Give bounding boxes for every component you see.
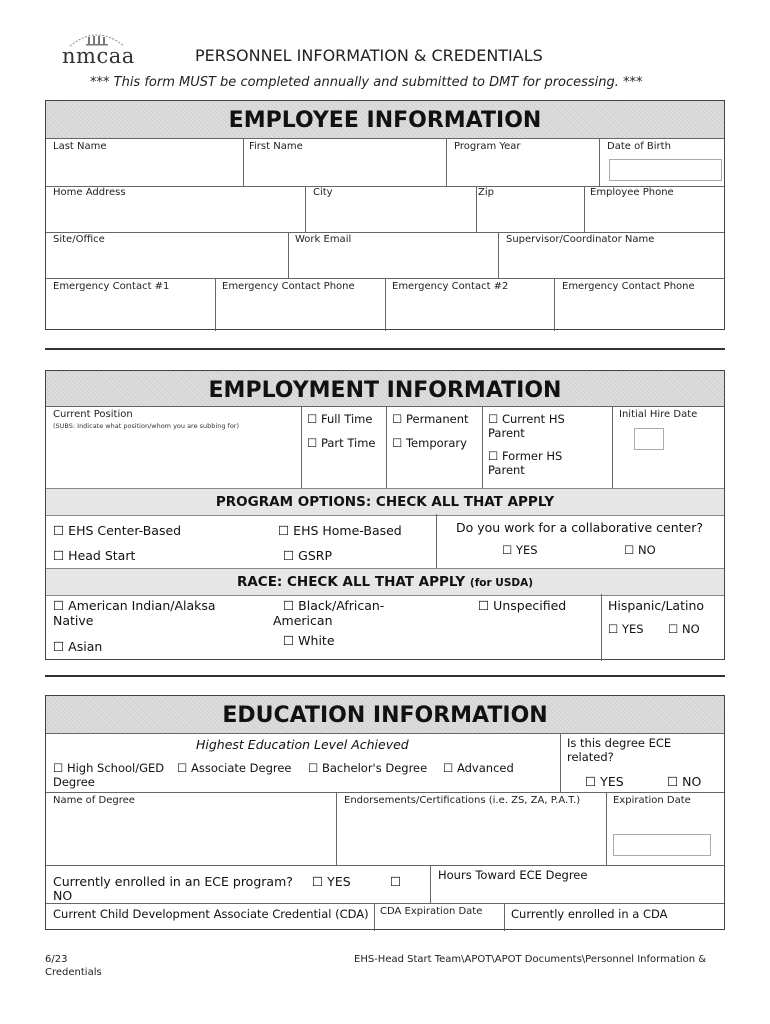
head-start-checkbox[interactable]: ☐ Head Start	[53, 548, 136, 563]
city-label: City	[313, 187, 333, 198]
white-checkbox[interactable]: ☐ White	[283, 633, 335, 648]
initial-hire-date-label: Initial Hire Date	[619, 409, 698, 420]
enrolled-ece-question: Currently enrolled in an ECE program?	[53, 874, 293, 889]
part-time-checkbox[interactable]: ☐ Part Time	[307, 436, 376, 450]
dob-input[interactable]	[609, 159, 722, 181]
employee-phone-label: Employee Phone	[590, 187, 674, 198]
cda-expiration-label: CDA Expiration Date	[380, 906, 483, 917]
collaborative-yes-checkbox[interactable]: ☐ YES	[502, 543, 538, 557]
ehs-center-based-checkbox[interactable]: ☐ EHS Center-Based	[53, 523, 182, 538]
education-heading: EDUCATION INFORMATION	[46, 696, 724, 734]
supervisor-label: Supervisor/Coordinator Name	[506, 234, 655, 245]
education-section	[45, 695, 725, 930]
black-african-american-checkbox[interactable]: ☐ Black/African-American	[273, 598, 385, 628]
high-school-checkbox[interactable]: ☐ High School/GED Degree	[53, 761, 165, 789]
zip-label: Zip	[478, 187, 494, 198]
enrolled-ece-no-label: NO	[53, 888, 73, 903]
page-title: PERSONNEL INFORMATION & CREDENTIALS	[195, 46, 543, 65]
ehs-home-based-checkbox[interactable]: ☐ EHS Home-Based	[278, 523, 402, 538]
cda-enrolled-label: Currently enrolled in a CDA	[511, 907, 668, 921]
current-hs-parent-checkbox[interactable]: ☐ Current HS Parent	[488, 412, 565, 440]
race-heading	[46, 568, 724, 596]
last-name-label: Last Name	[53, 141, 107, 152]
emergency-contact-1-label: Emergency Contact #1	[53, 281, 170, 292]
dob-label: Date of Birth	[607, 141, 671, 152]
employee-section	[45, 100, 725, 330]
section-divider	[45, 348, 725, 350]
employment-section	[45, 370, 725, 660]
section-divider	[45, 675, 725, 677]
endorsements-label: Endorsements/Certifications (i.e. ZS, ZA, P.A.T.)	[344, 795, 581, 806]
cda-label: Current Child Development Associate Credential (CDA)	[53, 907, 369, 921]
program-year-label: Program Year	[454, 141, 521, 152]
ece-related-question: Is this degree ECE related?	[567, 736, 672, 764]
current-position-label: Current Position	[53, 409, 133, 420]
site-office-label: Site/Office	[53, 234, 105, 245]
work-email-label: Work Email	[295, 234, 352, 245]
enrolled-ece-no-checkbox[interactable]: ☐	[390, 874, 402, 889]
associate-degree-checkbox[interactable]: ☐ Associate Degree	[177, 761, 292, 775]
subs-note: (SUBS: Indicate what position/whom you are subbing for)	[53, 422, 240, 430]
american-indian-checkbox[interactable]: ☐ American Indian/Alaksa Native	[53, 598, 216, 628]
employee-heading: EMPLOYEE INFORMATION	[46, 101, 724, 139]
expiration-date-input[interactable]	[613, 834, 711, 856]
highest-education-label: Highest Education Level Achieved	[196, 737, 409, 752]
gsrp-checkbox[interactable]: ☐ GSRP	[283, 548, 333, 563]
expiration-date-label: Expiration Date	[613, 795, 691, 806]
program-options-heading: PROGRAM OPTIONS: CHECK ALL THAT APPLY	[46, 488, 724, 516]
degree-name-label: Name of Degree	[53, 795, 135, 806]
bachelors-degree-checkbox[interactable]: ☐ Bachelor's Degree	[308, 761, 428, 775]
race-heading-note: (for USDA)	[469, 577, 534, 589]
former-hs-parent-checkbox[interactable]: ☐ Former HS Parent	[488, 449, 563, 477]
footer-path: EHS-Head Start Team\APOT\APOT Documents\Personnel Information &	[354, 954, 707, 965]
hispanic-latino-label: Hispanic/Latino	[608, 598, 705, 613]
full-time-checkbox[interactable]: ☐ Full Time	[307, 412, 373, 426]
page-subtitle: *** This form MUST be completed annually and submitted to DMT for processing. ***	[90, 75, 643, 90]
enrolled-ece-yes-checkbox[interactable]: ☐ YES	[312, 874, 351, 889]
collaborative-no-checkbox[interactable]: ☐ NO	[624, 543, 656, 557]
race-heading-text: RACE: CHECK ALL THAT APPLY	[236, 574, 466, 590]
asian-checkbox[interactable]: ☐ Asian	[53, 639, 103, 654]
collaborative-center-question: Do you work for a collaborative center?	[456, 520, 703, 535]
footer-credentials: Credentials	[45, 967, 102, 978]
hispanic-no-checkbox[interactable]: ☐ NO	[668, 622, 700, 636]
hispanic-yes-checkbox[interactable]: ☐ YES	[608, 622, 644, 636]
footer-date: 6/23	[45, 954, 68, 965]
first-name-label: First Name	[249, 141, 303, 152]
employment-heading: EMPLOYMENT INFORMATION	[46, 371, 724, 407]
nmcaa-logo	[62, 28, 135, 72]
emergency-contact-1-phone-label: Emergency Contact Phone	[222, 281, 355, 292]
permanent-checkbox[interactable]: ☐ Permanent	[392, 412, 469, 426]
ece-related-no-checkbox[interactable]: ☐ NO	[667, 774, 702, 789]
logo-text: nmcaa	[62, 44, 135, 68]
ece-related-yes-checkbox[interactable]: ☐ YES	[585, 774, 624, 789]
unspecified-checkbox[interactable]: ☐ Unspecified	[478, 598, 567, 613]
home-address-label: Home Address	[53, 187, 126, 198]
temporary-checkbox[interactable]: ☐ Temporary	[392, 436, 467, 450]
emergency-contact-2-label: Emergency Contact #2	[392, 281, 509, 292]
hours-toward-degree-label: Hours Toward ECE Degree	[438, 868, 588, 882]
initial-hire-date-input[interactable]	[634, 428, 664, 450]
emergency-contact-2-phone-label: Emergency Contact Phone	[562, 281, 695, 292]
advanced-degree-checkbox[interactable]: ☐ Advanced	[443, 761, 514, 775]
